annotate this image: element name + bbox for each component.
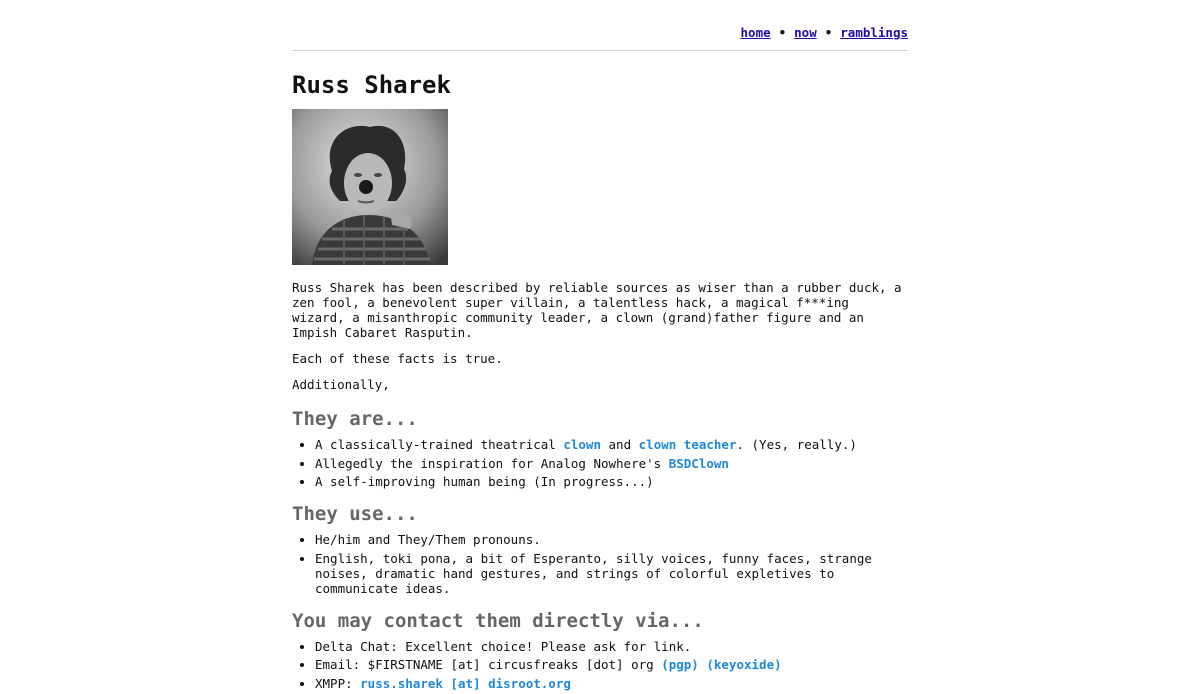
nav-home-link[interactable]: home (740, 25, 771, 40)
nav-now-link[interactable]: now (794, 25, 817, 40)
they-use-list (292, 532, 908, 596)
pgp-link[interactable]: (pgp) (661, 657, 699, 672)
list-item: • Delta Chat: Excellent choice! Please ask for link. (315, 639, 908, 654)
keyoxide-link[interactable]: (keyoxide) (706, 657, 782, 672)
contact-heading: You may contact them directly via... (292, 609, 704, 632)
list-item: • A classically-trained theatrical clown and clown teacher. (Yes, really.) (315, 437, 908, 452)
contact-list (292, 639, 908, 691)
page-title: Russ Sharek (292, 71, 451, 99)
facts-paragraph: Each of these facts is true. (292, 351, 503, 366)
list-item: • English, toki pona, a bit of Esperanto, silly voices, funny faces, strange noises, dramatic hand gestures, and strings of colorful expletives to communicate ideas. (315, 551, 908, 596)
additionally-paragraph: Additionally, (292, 377, 390, 392)
list-item: • A self-improving human being (In progress...) (315, 474, 908, 489)
list-item: • Email: $FIRSTNAME [at] circusfreaks [dot] org (pgp) (keyoxide) (315, 657, 908, 672)
they-are-heading: They are... (292, 408, 418, 430)
they-use-heading: They use... (292, 503, 418, 525)
list-item: • Allegedly the inspiration for Analog Nowhere's BSDClown (315, 456, 908, 471)
nav-separator: • (778, 25, 787, 40)
page-content (292, 0, 908, 694)
they-are-list (292, 437, 908, 489)
nav-ramblings-link[interactable]: ramblings (840, 25, 908, 40)
nav-separator: • (824, 25, 833, 40)
bsdclown-link[interactable]: BSDClown (668, 455, 729, 471)
clown-teacher-link[interactable]: clown teacher (638, 437, 737, 452)
list-item: • He/him and They/Them pronouns. (315, 532, 908, 547)
clown-link[interactable]: clown (563, 437, 601, 452)
top-nav (292, 0, 908, 51)
portrait-photo (292, 109, 448, 265)
xmpp-link[interactable]: russ.sharek [at] disroot.org (360, 675, 571, 691)
list-item: • XMPP: russ.sharek [at] disroot.org (315, 676, 908, 691)
intro-paragraph: Russ Sharek has been described by reliable sources as wiser than a rubber duck, a zen fool, a benevolent super villain, a talentless hack, a magical f***ing wizard, a misanthropic community leader, a clown (grand)father figure and an Impish Cabaret Rasputin. (292, 280, 902, 340)
